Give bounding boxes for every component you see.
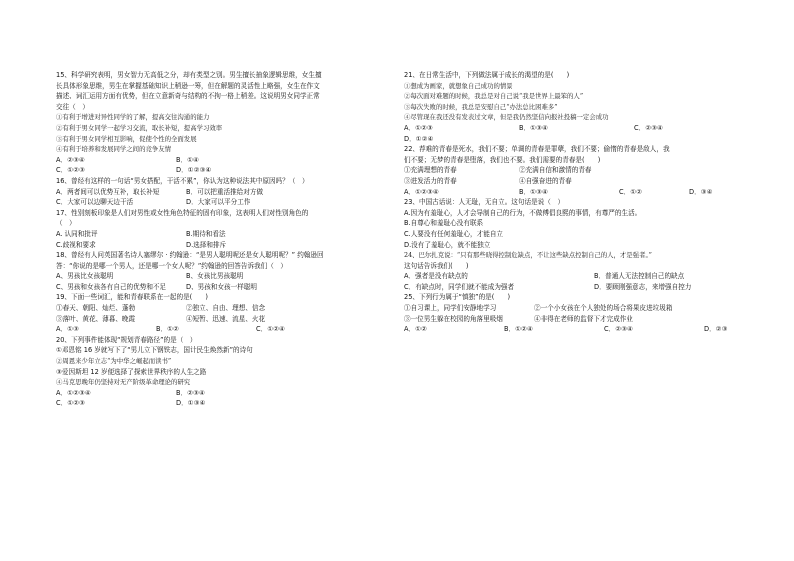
q25-statements-34 [404, 314, 756, 325]
q22-statement-3: ③进发活力的青春 [404, 176, 457, 185]
q17-option-b[interactable]: B.期待和看法 [186, 229, 226, 238]
q16-option-a[interactable]: A．两者间可以优势互补，取长补短 [56, 187, 160, 196]
q17-stem-1: 17、性别刻板印象是人们对男性或女性角色特征的固有印象，这表明人们对性别角色的 [56, 208, 309, 217]
q19-options [56, 324, 408, 335]
q22-option-a[interactable]: A．①②③④ [404, 187, 439, 196]
q15-option-c[interactable]: C．①②③ [56, 166, 85, 175]
q15-stem-3: 描述、词汇运用方面有优势，但在立意新奇与结构的不拘一格上稍差。这说明男女同学正常 [56, 92, 320, 101]
q23-option-a[interactable]: A.因为有羞耻心，人才会导制自己的行为，不做傅倡良熙的事情，有尊严的生活。 [404, 208, 642, 217]
q25-options [404, 324, 756, 335]
q24-stem-2: 这句话告诉我们( ) [404, 261, 469, 270]
q20-statement-1: ①邓恩铭 16 岁就写下了“男儿立下钢铁志，国计民生焕然新”的诗句 [56, 346, 253, 355]
q17-option-d[interactable]: D.选择和排斥 [186, 240, 227, 249]
q21-option-c[interactable]: C．②③④ [634, 123, 663, 132]
q25-statement-3: ③一位男生躲在校园的角落里吸烟 [404, 314, 503, 323]
q25-stem-1: 25、下列行为属于“慎独”的是( ) [404, 293, 511, 302]
q21-option-a[interactable]: A．①②③ [404, 123, 433, 132]
q15-option-b[interactable]: B．①④ [176, 155, 199, 164]
q19-statement-3: ③落叶、黄花、薄暮、晚霞 [56, 314, 136, 323]
q22-stem-2: 们不要；无梦的青春是堕落，我们也不要。我们需要的青春是( ) [404, 155, 601, 164]
q25-option-a[interactable]: A．①② [404, 325, 427, 334]
q22-statements-12 [404, 165, 756, 176]
q18-stem-1: 18、曾经有人问英国著名诗人塞缪尔 · 约翰逊：“是男人聪明呢还是女人聪明呢？” 约翰逊回 [56, 251, 324, 260]
q16-option-c[interactable]: C．大家可以边聊天边干活 [56, 198, 134, 207]
q21-statement-3: ③每次失败的时候，我总是安慰自己“办法总比困难多” [404, 102, 558, 111]
q24-option-c[interactable]: C．有缺点时，同学们就不能成为强者 [404, 282, 515, 291]
q21-option-b[interactable]: B．①③④ [519, 123, 548, 132]
q25-statement-1: ①自习课上，同学们安静地学习 [404, 304, 497, 313]
q21-option-d-row [404, 134, 756, 145]
right-column [404, 70, 756, 335]
q22-statement-4: ④自强奋进的青春 [519, 176, 572, 185]
q15-statement-4: ④有利于培养和发展同学之间的竞争友情 [56, 145, 172, 154]
q24-stem-1: 24、巴尔扎克说：“只有那些晓得控制危缺点，不让这些缺点控制自己的人，才是强者。” [404, 251, 652, 260]
q19-option-b[interactable]: B．①② [156, 325, 179, 334]
q20-options-ab [56, 388, 408, 399]
q20-option-b[interactable]: B．②③④ [176, 388, 205, 397]
q18-option-d[interactable]: D、男孩和女孩一样聪明 [186, 282, 258, 291]
q15-stem-4: 交往（ ） [56, 102, 89, 111]
q19-statement-2: ②独立、自由、理想、信念 [186, 304, 266, 313]
q20-option-a[interactable]: A．①②③④ [56, 388, 91, 397]
q15-statement-1: ①有利于增进对异性同学的了解，提高交往沟通的能力 [56, 113, 210, 122]
q16-options-ab [56, 187, 408, 198]
q15-statement-3: ③有利于男女同学相互影响，促使个性的全面发展 [56, 134, 197, 143]
q22-statements-34 [404, 176, 756, 187]
q18-option-a[interactable]: A、男孩比女孩聪明 [56, 272, 114, 281]
q20-statement-2: ②周恩来少年立志“为中华之崛起而读书” [56, 357, 172, 366]
q17-option-a[interactable]: A. 认同和批评 [56, 229, 98, 238]
q25-statement-4: ④非得在老师的监督下才完成作业 [534, 314, 633, 323]
q21-options [404, 123, 756, 134]
q15-option-d[interactable]: D．①②③④ [176, 166, 212, 175]
q19-stem-1: 19、下面一些词汇，能和青春联系在一起的是( ) [56, 293, 209, 302]
q25-statement-2: ②一个小女孩在个人独处的场合将果皮进垃圾箱 [534, 304, 673, 313]
q20-option-c[interactable]: C．①②③ [56, 399, 85, 408]
q16-option-d[interactable]: D．大家可以平分工作 [186, 198, 251, 207]
q23-stem-1: 23、中国古话说：人无耻，无自立。这句话是说（ ） [404, 198, 565, 207]
q15-options-cd [56, 165, 408, 176]
q15-statement-2: ②有利于男女同学一起学习交流，取长补短，提高学习效率 [56, 123, 223, 132]
q21-statement-1: ①想成为画家，就想象自己成功的情景 [404, 81, 513, 90]
q20-options-cd [56, 398, 408, 409]
q21-statement-4: ④尽管现在我还没有发表过文章，但是我仍然坚信向报社投稿一定会成功 [404, 113, 609, 122]
q24-option-b[interactable]: B．普通人无法控制自己的缺点 [594, 272, 685, 281]
q15-stem-1: 15、科学研究表明，男女智力无高低之分，却有类型之别。男生擅长抽象逻辑思维，女生擅 [56, 71, 322, 79]
q22-stem-1: 22、荐难的青春是死水，我们不要；单调的青春是罪孽，我们不要；偷惰的青春是敌人，我 [404, 145, 670, 154]
q22-option-c[interactable]: C．①② [619, 187, 643, 196]
q19-statement-4: ④短暂、迅速、流星、火花 [186, 314, 266, 323]
q21-stem-1: 21、在日常生活中，下列做法属于成长的渴望的是( ) [404, 71, 570, 79]
q24-option-d[interactable]: D．要顾刚强意志，来增强自控力 [594, 282, 692, 291]
q22-option-d[interactable]: D．③④ [689, 187, 713, 196]
q19-statements-34 [56, 314, 408, 325]
q22-statement-1: ①充满理想的青春 [404, 166, 457, 175]
q22-statement-2: ②充满自信和激情的青春 [519, 166, 592, 175]
q19-statements-12 [56, 303, 408, 314]
q17-options-ab [56, 229, 408, 240]
q16-option-b[interactable]: B．可以把重活推给对方做 [186, 187, 264, 196]
q19-statement-1: ①春天、朝阳、灿烂、蓬勃 [56, 304, 136, 313]
q22-option-b[interactable]: B．①③④ [519, 187, 548, 196]
q21-statement-2: ②每次面对难题的时候，我总是对自己说“我是世界上最笨的人” [404, 92, 584, 101]
q19-option-a[interactable]: A．①③ [56, 325, 79, 334]
q22-options [404, 187, 756, 198]
q15-option-a[interactable]: A．②③④ [56, 155, 85, 164]
q25-option-d[interactable]: D．②③ [704, 325, 728, 334]
q25-option-c[interactable]: C．②③④ [604, 325, 633, 334]
q20-stem-1: 20、下列事件能体现“规划青春路径”的是（ ） [56, 335, 197, 344]
q24-options-cd [404, 282, 756, 293]
q18-option-c[interactable]: C、男孩和女孩各有自己的优势和不足 [56, 282, 167, 291]
left-column [56, 70, 408, 409]
q23-option-c[interactable]: C.人要没有任何羞耻心，才能自立 [404, 229, 504, 238]
q17-option-c[interactable]: C.歧视和要求 [56, 240, 96, 249]
q15-stem-2: 长具体形象思维，男生在掌握基础知识上稍逊一筹，但在解题的灵活性上略强，女生在作文 [56, 81, 320, 90]
q23-option-d[interactable]: D.没有了羞耻心，就不能独立 [404, 240, 491, 249]
q16-options-cd [56, 197, 408, 208]
q25-option-b[interactable]: B．①②④ [504, 325, 533, 334]
q19-option-c[interactable]: C．①②④ [256, 325, 285, 334]
q20-statement-3: ③爱因斯坦 12 岁便选择了探索世界秩序的人生之路 [56, 367, 207, 376]
q18-options-cd [56, 282, 408, 293]
q16-stem-1: 16、曾经有这样的一句话“男女搭配，干活不累”，你认为这种说法其中原因吗？（ ） [56, 176, 309, 185]
q24-option-a[interactable]: A．强者是没有缺点的 [404, 272, 468, 281]
q18-option-b[interactable]: B、女孩比男孩聪明 [186, 272, 244, 281]
q25-statements-12 [404, 303, 756, 314]
q17-stem-2: （ ） [56, 219, 76, 228]
q15-options-ab [56, 155, 408, 166]
q18-options-ab [56, 271, 408, 282]
q20-statement-4: ④马克思晚年仍坚持对无产阶级革命理论的研究 [56, 378, 191, 387]
q18-stem-2: 答：“你说的是哪一个男人，还是哪一个女人呢？”约翰逊的回答告诉我们（ ） [56, 261, 288, 270]
q24-options-ab [404, 271, 756, 282]
q23-option-b[interactable]: B.自尊心和羞耻心没有联系 [404, 219, 484, 228]
q21-option-d[interactable]: D．①②④ [404, 134, 434, 143]
q20-option-d[interactable]: D．①③④ [176, 399, 206, 408]
q17-options-cd [56, 240, 408, 251]
